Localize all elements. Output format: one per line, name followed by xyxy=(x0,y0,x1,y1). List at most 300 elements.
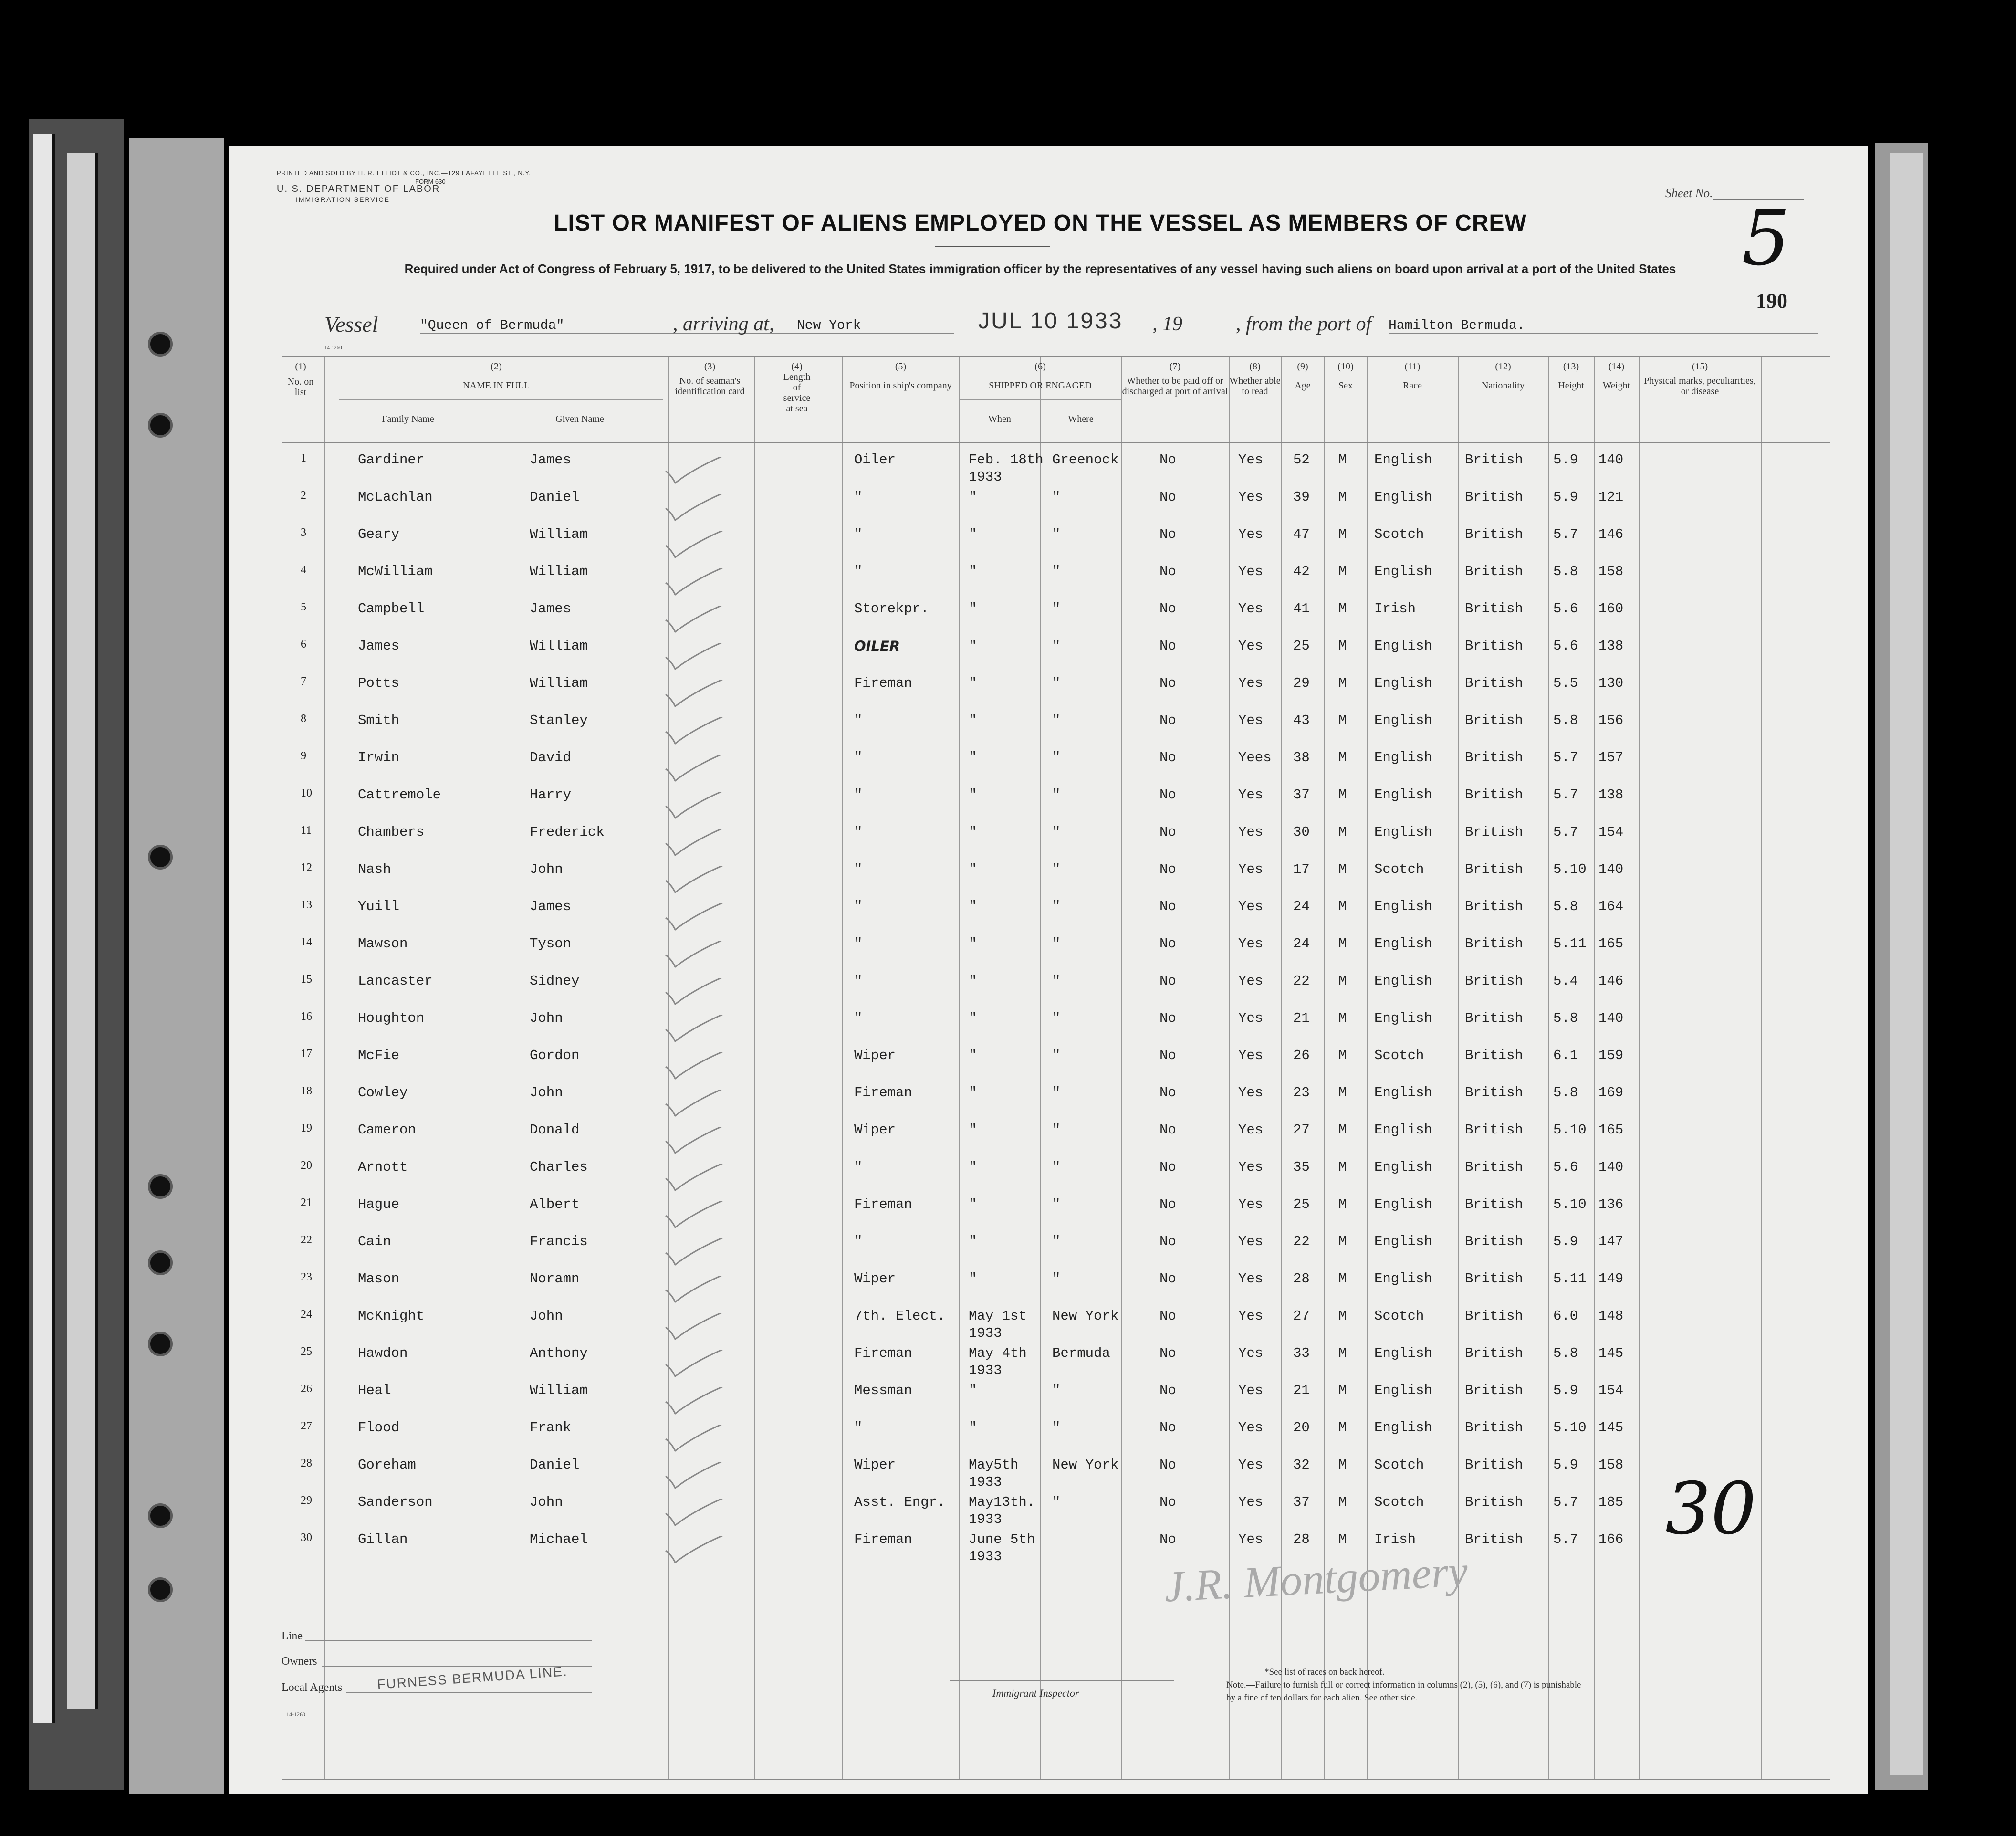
col-header-shipped xyxy=(959,361,1121,391)
nationality-cell: British xyxy=(1465,973,1523,989)
able-to-read-cell: Yes xyxy=(1238,1345,1264,1361)
col-num-14: (14) xyxy=(1608,361,1625,372)
race-cell: English xyxy=(1374,713,1432,728)
table-row xyxy=(282,1159,1830,1196)
crew-number-cell: 22 xyxy=(301,1234,312,1246)
age-cell: 33 xyxy=(1293,1345,1310,1361)
engaged-when-cell: May5th xyxy=(969,1457,1019,1473)
check-mark-icon xyxy=(663,568,735,597)
sex-cell: M xyxy=(1338,1085,1347,1101)
table-row xyxy=(282,1271,1830,1308)
weight-cell: 185 xyxy=(1598,1494,1624,1510)
height-cell: 5.7 xyxy=(1553,750,1578,766)
able-to-read-cell: Yes xyxy=(1238,861,1264,877)
paid-off-cell: No xyxy=(1159,1532,1176,1547)
able-to-read-cell: Yes xyxy=(1238,1494,1264,1510)
engaged-when-cell: " xyxy=(969,787,977,803)
col-title-4: Length of service at sea xyxy=(783,372,811,414)
race-cell: English xyxy=(1374,936,1432,952)
departure-port: Hamilton Bermuda. xyxy=(1389,318,1818,334)
given-name-cell: Charles xyxy=(530,1159,588,1175)
check-mark-icon xyxy=(663,1499,735,1528)
height-cell: 5.8 xyxy=(1553,1345,1578,1361)
weight-cell: 121 xyxy=(1598,489,1624,505)
owners-label: Owners xyxy=(282,1655,317,1668)
family-name-cell: McWilliam xyxy=(358,564,433,579)
age-cell: 27 xyxy=(1293,1122,1310,1138)
crew-number-cell: 2 xyxy=(301,489,306,502)
table-row xyxy=(282,452,1830,489)
race-cell: Scotch xyxy=(1374,1048,1424,1063)
able-to-read-cell: Yes xyxy=(1238,936,1264,952)
col-title-13: Height xyxy=(1558,380,1584,391)
nationality-cell: British xyxy=(1465,489,1523,505)
able-to-read-cell: Yes xyxy=(1238,899,1264,914)
check-mark-icon xyxy=(663,978,735,1007)
height-cell: 5.8 xyxy=(1553,1010,1578,1026)
check-mark-icon xyxy=(663,1201,735,1230)
paid-off-cell: No xyxy=(1159,1159,1176,1175)
nationality-cell: British xyxy=(1465,1383,1523,1398)
printer-imprint: PRINTED AND SOLD BY H. R. ELLIOT & CO., INC.—129 LAFAYETTE ST., N.Y. xyxy=(277,169,532,177)
title-rule xyxy=(935,246,1050,247)
race-cell: Scotch xyxy=(1374,1494,1424,1510)
age-cell: 21 xyxy=(1293,1383,1310,1398)
from-port-label: , from the port of xyxy=(1236,313,1372,335)
col-title-10: Sex xyxy=(1338,380,1353,391)
ship-position-cell: Messman xyxy=(854,1383,912,1398)
given-name-cell: James xyxy=(530,452,572,468)
family-name-cell: Lancaster xyxy=(358,973,433,989)
given-name-cell: William xyxy=(530,675,588,691)
paid-off-cell: No xyxy=(1159,1271,1176,1287)
ship-position-cell: " xyxy=(854,787,863,803)
weight-cell: 148 xyxy=(1598,1308,1624,1324)
nationality-cell: British xyxy=(1465,1457,1523,1473)
able-to-read-cell: Yes xyxy=(1238,1085,1264,1101)
check-mark-icon xyxy=(663,1313,735,1342)
family-name-cell: Cattremole xyxy=(358,787,441,803)
engaged-when-cell: " xyxy=(969,936,977,952)
height-cell: 5.10 xyxy=(1553,861,1587,877)
col-num-4: (4) xyxy=(791,361,803,372)
check-mark-icon xyxy=(663,1127,735,1155)
table-row xyxy=(282,750,1830,787)
height-cell: 5.8 xyxy=(1553,713,1578,728)
binder-hole xyxy=(148,845,173,870)
age-cell: 24 xyxy=(1293,936,1310,952)
nationality-cell: British xyxy=(1465,601,1523,617)
age-cell: 37 xyxy=(1293,1494,1310,1510)
weight-cell: 140 xyxy=(1598,861,1624,877)
weight-cell: 147 xyxy=(1598,1234,1624,1249)
crew-number-cell: 18 xyxy=(301,1085,312,1097)
col-num-13: (13) xyxy=(1563,361,1579,372)
col-header-id-card xyxy=(668,361,752,397)
family-name-cell: Irwin xyxy=(358,750,400,766)
col-header-physical-marks xyxy=(1639,361,1761,397)
engaged-year-cell: 1933 xyxy=(969,1511,1002,1527)
engaged-where-cell: " xyxy=(1052,1122,1061,1138)
arrival-port: New York xyxy=(797,318,954,334)
col-header-length-service xyxy=(754,361,840,414)
race-cell: Irish xyxy=(1374,1532,1416,1547)
sex-cell: M xyxy=(1338,638,1347,654)
department-label xyxy=(277,184,440,205)
engaged-when-cell: " xyxy=(969,1196,977,1212)
race-cell: English xyxy=(1374,824,1432,840)
ship-position-cell: " xyxy=(854,899,863,914)
height-cell: 5.4 xyxy=(1553,973,1578,989)
engaged-year-cell: 1933 xyxy=(969,1325,1002,1341)
paid-off-cell: No xyxy=(1159,489,1176,505)
able-to-read-cell: Yes xyxy=(1238,638,1264,654)
binder-hole xyxy=(148,1174,173,1199)
nationality-cell: British xyxy=(1465,1196,1523,1212)
age-cell: 37 xyxy=(1293,787,1310,803)
given-name-cell: Noramn xyxy=(530,1271,580,1287)
sex-cell: M xyxy=(1338,973,1347,989)
engaged-where-cell: " xyxy=(1052,601,1061,617)
age-cell: 20 xyxy=(1293,1420,1310,1436)
paid-off-cell: No xyxy=(1159,564,1176,579)
height-cell: 5.5 xyxy=(1553,675,1578,691)
race-cell: English xyxy=(1374,1234,1432,1249)
engaged-where-cell: " xyxy=(1052,713,1061,728)
ship-position-cell: " xyxy=(854,936,863,952)
footer-note xyxy=(1226,1666,1584,1704)
col-header-race xyxy=(1367,361,1458,391)
table-row xyxy=(282,489,1830,526)
paid-off-cell: No xyxy=(1159,1420,1176,1436)
table-row xyxy=(282,1345,1830,1383)
height-cell: 5.9 xyxy=(1553,489,1578,505)
race-cell: English xyxy=(1374,750,1432,766)
crew-number-cell: 29 xyxy=(301,1494,312,1507)
race-cell: English xyxy=(1374,1420,1432,1436)
name-header-rule xyxy=(339,399,663,400)
agents-stamp: FURNESS BERMUDA LINE. xyxy=(376,1664,568,1692)
col-title-3: No. of seaman's identification card xyxy=(675,376,745,397)
given-name-cell: John xyxy=(530,861,563,877)
ship-position-cell: " xyxy=(854,713,863,728)
nationality-cell: British xyxy=(1465,787,1523,803)
nationality-cell: British xyxy=(1465,1159,1523,1175)
age-cell: 22 xyxy=(1293,1234,1310,1249)
engaged-when-cell: " xyxy=(969,1159,977,1175)
check-mark-icon xyxy=(663,531,735,560)
family-name-cell: Mason xyxy=(358,1271,400,1287)
agents-field xyxy=(346,1692,592,1693)
race-cell: English xyxy=(1374,564,1432,579)
sex-cell: M xyxy=(1338,1494,1347,1510)
col-header-age xyxy=(1281,361,1324,391)
crew-number-cell: 19 xyxy=(301,1122,312,1134)
sex-cell: M xyxy=(1338,564,1347,579)
race-cell: English xyxy=(1374,1196,1432,1212)
paid-off-cell: No xyxy=(1159,1457,1176,1473)
department-name: U. S. DEPARTMENT OF LABOR xyxy=(277,184,440,194)
table-row xyxy=(282,564,1830,601)
line-label: Line xyxy=(282,1630,303,1642)
sex-cell: M xyxy=(1338,861,1347,877)
ship-position-cell: " xyxy=(854,526,863,542)
age-cell: 28 xyxy=(1293,1271,1310,1287)
crew-number-cell: 12 xyxy=(301,861,312,874)
shipped-header-rule xyxy=(959,399,1121,400)
crew-number-cell: 24 xyxy=(301,1308,312,1321)
crew-number-cell: 1 xyxy=(301,452,306,464)
given-name-cell: John xyxy=(530,1010,563,1026)
table-row xyxy=(282,1085,1830,1122)
engaged-when-cell: May 1st xyxy=(969,1308,1027,1324)
col-header-height xyxy=(1548,361,1594,391)
given-name-cell: Sidney xyxy=(530,973,580,989)
paid-off-cell: No xyxy=(1159,638,1176,654)
engaged-where-cell: Greenock xyxy=(1052,452,1119,468)
crew-number-cell: 27 xyxy=(301,1420,312,1432)
col-title-14: Weight xyxy=(1602,380,1630,391)
weight-cell: 146 xyxy=(1598,526,1624,542)
crew-number-cell: 3 xyxy=(301,526,306,539)
binder-hole xyxy=(148,413,173,438)
check-mark-icon xyxy=(663,903,735,932)
paid-off-cell: No xyxy=(1159,750,1176,766)
engaged-where-cell: " xyxy=(1052,526,1061,542)
able-to-read-cell: Yes xyxy=(1238,1457,1264,1473)
engaged-when-cell: " xyxy=(969,1383,977,1398)
height-cell: 5.10 xyxy=(1553,1420,1587,1436)
nationality-cell: British xyxy=(1465,824,1523,840)
nationality-cell: British xyxy=(1465,750,1523,766)
check-mark-icon xyxy=(663,717,735,746)
family-name-cell: Hawdon xyxy=(358,1345,408,1361)
nationality-cell: British xyxy=(1465,936,1523,952)
engaged-where-cell: " xyxy=(1052,1159,1061,1175)
check-mark-icon xyxy=(663,1238,735,1267)
height-cell: 5.7 xyxy=(1553,824,1578,840)
check-mark-icon xyxy=(663,1425,735,1453)
engaged-year-cell: 1933 xyxy=(969,1549,1002,1564)
family-name-cell: McLachlan xyxy=(358,489,433,505)
nationality-cell: British xyxy=(1465,1420,1523,1436)
weight-cell: 138 xyxy=(1598,787,1624,803)
weight-cell: 130 xyxy=(1598,675,1624,691)
weight-cell: 156 xyxy=(1598,713,1624,728)
given-name-cell: John xyxy=(530,1085,563,1101)
table-row xyxy=(282,1010,1830,1048)
check-mark-icon xyxy=(663,643,735,671)
engaged-when-cell: " xyxy=(969,899,977,914)
engaged-where-cell: " xyxy=(1052,675,1061,691)
race-cell: English xyxy=(1374,1010,1432,1026)
nationality-cell: British xyxy=(1465,1234,1523,1249)
race-cell: English xyxy=(1374,1122,1432,1138)
engaged-where-cell: " xyxy=(1052,489,1061,505)
given-name-cell: Anthony xyxy=(530,1345,588,1361)
given-name-cell: David xyxy=(530,750,572,766)
engaged-when-cell: " xyxy=(969,1048,977,1063)
col-header-given-name: Given Name xyxy=(555,414,604,424)
vessel-label: Vessel xyxy=(324,312,378,336)
nationality-cell: British xyxy=(1465,1010,1523,1026)
paid-off-cell: No xyxy=(1159,899,1176,914)
race-cell: English xyxy=(1374,787,1432,803)
age-cell: 30 xyxy=(1293,824,1310,840)
able-to-read-cell: Yes xyxy=(1238,1196,1264,1212)
check-mark-icon xyxy=(663,1462,735,1490)
sex-cell: M xyxy=(1338,1383,1347,1398)
engaged-where-cell: " xyxy=(1052,564,1061,579)
inspector-label: Immigrant Inspector xyxy=(992,1687,1079,1699)
able-to-read-cell: Yes xyxy=(1238,675,1264,691)
able-to-read-cell: Yes xyxy=(1238,1048,1264,1063)
race-cell: Scotch xyxy=(1374,526,1424,542)
able-to-read-cell: Yes xyxy=(1238,564,1264,579)
engaged-where-cell: " xyxy=(1052,1494,1061,1510)
age-cell: 47 xyxy=(1293,526,1310,542)
height-cell: 5.9 xyxy=(1553,1383,1578,1398)
height-cell: 5.10 xyxy=(1553,1122,1587,1138)
weight-cell: 160 xyxy=(1598,601,1624,617)
sheet-number-handwritten: 5 xyxy=(1742,193,1790,283)
sex-cell: M xyxy=(1338,452,1347,468)
height-cell: 5.7 xyxy=(1553,787,1578,803)
nationality-cell: British xyxy=(1465,1085,1523,1101)
weight-cell: 158 xyxy=(1598,564,1624,579)
manifest-title: LIST OR MANIFEST OF ALIENS EMPLOYED ON THE VESSEL AS MEMBERS OF CREW xyxy=(554,210,1527,236)
engaged-where-cell: " xyxy=(1052,638,1061,654)
age-cell: 43 xyxy=(1293,713,1310,728)
sex-cell: M xyxy=(1338,824,1347,840)
engaged-when-cell: " xyxy=(969,489,977,505)
height-cell: 5.9 xyxy=(1553,452,1578,468)
engaged-when-cell: " xyxy=(969,526,977,542)
race-cell: English xyxy=(1374,675,1432,691)
race-cell: Irish xyxy=(1374,601,1416,617)
check-mark-icon xyxy=(663,680,735,709)
sex-cell: M xyxy=(1338,1308,1347,1324)
table-row xyxy=(282,713,1830,750)
nationality-cell: British xyxy=(1465,1345,1523,1361)
paid-off-cell: No xyxy=(1159,675,1176,691)
check-mark-icon xyxy=(663,1276,735,1304)
ship-position-cell: " xyxy=(854,973,863,989)
paid-off-cell: No xyxy=(1159,787,1176,803)
weight-cell: 169 xyxy=(1598,1085,1624,1101)
given-name-cell: Stanley xyxy=(530,713,588,728)
race-cell: English xyxy=(1374,1383,1432,1398)
family-name-cell: Goreham xyxy=(358,1457,416,1473)
family-name-cell: Hague xyxy=(358,1196,400,1212)
family-name-cell: Sanderson xyxy=(358,1494,433,1510)
engaged-when-cell: " xyxy=(969,824,977,840)
given-name-cell: James xyxy=(530,601,572,617)
check-mark-icon xyxy=(663,1350,735,1379)
able-to-read-cell: Yes xyxy=(1238,713,1264,728)
race-cell: Scotch xyxy=(1374,861,1424,877)
col-header-where: Where xyxy=(1068,414,1094,424)
family-name-cell: Cain xyxy=(358,1234,391,1249)
paid-off-cell: No xyxy=(1159,1196,1176,1212)
nationality-cell: British xyxy=(1465,675,1523,691)
crew-number-cell: 5 xyxy=(301,601,306,613)
ship-position-cell: Wiper xyxy=(854,1122,896,1138)
col-title-1: No. on list xyxy=(287,377,314,398)
engaged-when-cell: " xyxy=(969,638,977,654)
ship-position-cell: Fireman xyxy=(854,1085,912,1101)
engaged-where-cell: " xyxy=(1052,1383,1061,1398)
engaged-where-cell: " xyxy=(1052,1234,1061,1249)
engaged-year-cell: 1933 xyxy=(969,469,1002,485)
engaged-where-cell: " xyxy=(1052,1048,1061,1063)
ship-position-cell: " xyxy=(854,1010,863,1026)
check-mark-icon xyxy=(663,1052,735,1081)
given-name-cell: William xyxy=(530,1383,588,1398)
weight-cell: 145 xyxy=(1598,1420,1624,1436)
col-num-10: (10) xyxy=(1337,361,1354,372)
paid-off-cell: No xyxy=(1159,601,1176,617)
col-title-7: Whether to be paid off or discharged at port of arrival xyxy=(1122,376,1228,397)
check-mark-icon xyxy=(663,1387,735,1416)
age-cell: 28 xyxy=(1293,1532,1310,1547)
col-num-12: (12) xyxy=(1495,361,1511,372)
col-title-6: SHIPPED OR ENGAGED xyxy=(989,380,1092,391)
given-name-cell: John xyxy=(530,1494,563,1510)
crew-number-cell: 26 xyxy=(301,1383,312,1395)
ship-position-cell: Storekpr. xyxy=(854,601,929,617)
age-cell: 27 xyxy=(1293,1308,1310,1324)
age-cell: 25 xyxy=(1293,1196,1310,1212)
engaged-when-cell: " xyxy=(969,1010,977,1026)
given-name-cell: Daniel xyxy=(530,489,580,505)
given-name-cell: James xyxy=(530,899,572,914)
family-name-cell: Nash xyxy=(358,861,391,877)
binder-hole xyxy=(148,1503,173,1528)
ship-position-cell: Asst. Engr. xyxy=(854,1494,946,1510)
ship-position-cell: 7th. Elect. xyxy=(854,1308,946,1324)
col-num-3: (3) xyxy=(704,361,716,372)
able-to-read-cell: Yes xyxy=(1238,1122,1264,1138)
paid-off-cell: No xyxy=(1159,1345,1176,1361)
engaged-where-cell: " xyxy=(1052,750,1061,766)
check-mark-icon xyxy=(663,792,735,820)
sex-cell: M xyxy=(1338,1234,1347,1249)
form-code: 14-1260 xyxy=(324,345,342,351)
height-cell: 5.6 xyxy=(1553,638,1578,654)
table-row xyxy=(282,1457,1830,1494)
table-row xyxy=(282,601,1830,638)
crew-number-cell: 28 xyxy=(301,1457,312,1469)
age-cell: 29 xyxy=(1293,675,1310,691)
col-header-position xyxy=(842,361,959,391)
sex-cell: M xyxy=(1338,1159,1347,1175)
given-name-cell: Gordon xyxy=(530,1048,580,1063)
engaged-when-cell: June 5th xyxy=(969,1532,1035,1547)
crew-number-cell: 9 xyxy=(301,750,306,762)
col-header-weight xyxy=(1594,361,1639,391)
col-num-1: (1) xyxy=(295,361,306,372)
engaged-when-cell: May13th. xyxy=(969,1494,1035,1510)
age-cell: 42 xyxy=(1293,564,1310,579)
table-row xyxy=(282,638,1830,675)
weight-cell: 138 xyxy=(1598,638,1624,654)
nationality-cell: British xyxy=(1465,1122,1523,1138)
sex-cell: M xyxy=(1338,713,1347,728)
inspector-signature: J.R. Montgomery xyxy=(1163,1546,1469,1611)
table-row xyxy=(282,973,1830,1010)
height-cell: 5.7 xyxy=(1553,526,1578,542)
